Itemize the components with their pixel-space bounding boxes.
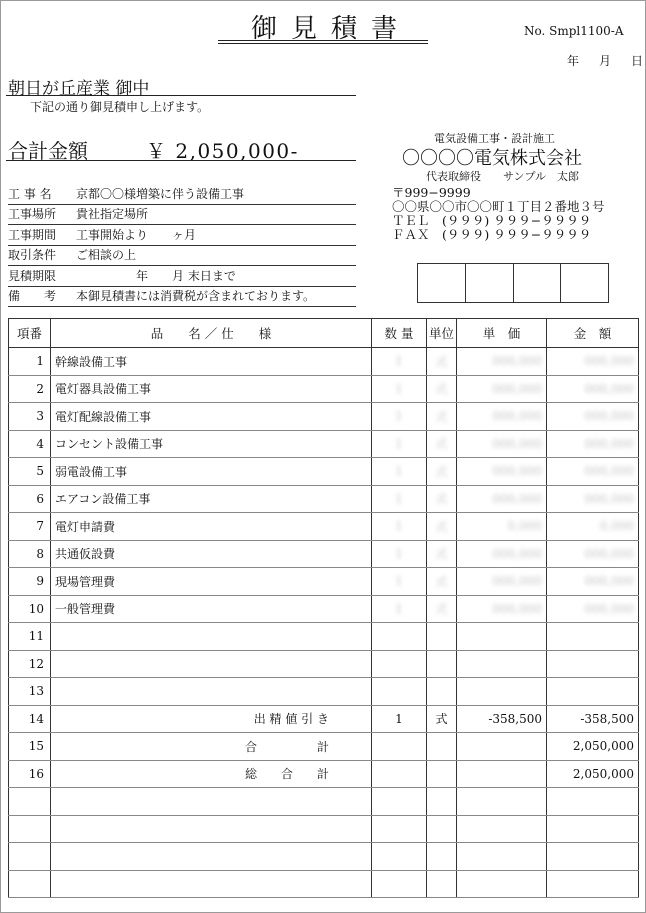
info-value: 年 月 末日まで xyxy=(76,268,236,283)
row-number: 11 xyxy=(9,623,51,651)
issue-date xyxy=(567,52,643,69)
table-header-row xyxy=(9,319,639,348)
row-unit: 式 xyxy=(427,485,457,513)
row-amount: 2,050,000 xyxy=(547,733,639,761)
row-quantity xyxy=(372,623,427,651)
row-item-name xyxy=(51,678,372,706)
client-name: 朝日が丘産業 御中 xyxy=(8,79,150,99)
row-unit: 式 xyxy=(427,540,457,568)
table-row xyxy=(9,650,639,678)
row-number: 15 xyxy=(9,733,51,761)
row-number xyxy=(9,815,51,843)
table-row xyxy=(9,403,639,431)
row-unit xyxy=(427,843,457,871)
company-postal: 〒999−9999 xyxy=(392,185,471,200)
row-quantity: 1 xyxy=(372,568,427,596)
row-item-name xyxy=(51,623,372,651)
row-amount xyxy=(547,623,639,651)
table-row xyxy=(9,458,639,486)
table-row xyxy=(9,870,639,898)
table-body xyxy=(9,348,639,898)
info-row xyxy=(8,266,356,287)
row-amount: 000,000 xyxy=(547,403,639,431)
table-row xyxy=(9,678,639,706)
table-row xyxy=(9,595,639,623)
company-name: 〇〇〇〇電気株式会社 xyxy=(402,148,582,169)
row-unit-price: 000,000 xyxy=(457,540,547,568)
row-unit: 式 xyxy=(427,375,457,403)
company-contact xyxy=(392,186,605,242)
row-amount: 000,000 xyxy=(547,595,639,623)
header-amount: 金 額 xyxy=(547,319,639,348)
row-item-name xyxy=(51,788,372,816)
row-unit-price xyxy=(457,870,547,898)
row-unit xyxy=(427,623,457,651)
row-quantity xyxy=(372,870,427,898)
row-amount: 2,050,000 xyxy=(547,760,639,788)
company-address: 〇〇県〇〇市〇〇町１丁目２番地３号 xyxy=(392,199,605,214)
row-unit-price xyxy=(457,788,547,816)
date-month: 月 xyxy=(599,54,612,68)
row-quantity: 1 xyxy=(372,540,427,568)
row-item-name: 現場管理費 xyxy=(51,568,372,596)
info-row xyxy=(8,246,356,267)
row-item-name: 電灯器具設備工事 xyxy=(51,375,372,403)
table-row xyxy=(9,705,639,733)
row-quantity: 1 xyxy=(372,430,427,458)
row-unit-price: 000,000 xyxy=(457,595,547,623)
total-label: 合計金額 xyxy=(8,139,88,163)
stamp-box xyxy=(514,264,562,302)
row-quantity: 1 xyxy=(372,403,427,431)
row-number: 9 xyxy=(9,568,51,596)
row-amount: -358,500 xyxy=(547,705,639,733)
header-qty: 数 量 xyxy=(372,319,427,348)
row-unit-price: 000,000 xyxy=(457,485,547,513)
row-quantity: 1 xyxy=(372,458,427,486)
row-item-name: 電灯配線設備工事 xyxy=(51,403,372,431)
row-unit xyxy=(427,815,457,843)
row-quantity: 1 xyxy=(372,705,427,733)
info-value: ご相談の上 xyxy=(76,248,137,262)
table-row xyxy=(9,348,639,376)
row-item-name: エアコン設備工事 xyxy=(51,485,372,513)
row-item-name: 共通仮設費 xyxy=(51,540,372,568)
row-quantity xyxy=(372,678,427,706)
row-amount: 000,000 xyxy=(547,375,639,403)
row-unit xyxy=(427,650,457,678)
info-label: 取引条件 xyxy=(8,248,57,262)
row-number: 7 xyxy=(9,513,51,541)
header-unit: 単位 xyxy=(427,319,457,348)
row-quantity xyxy=(372,760,427,788)
row-unit-price: 000,000 xyxy=(457,375,547,403)
row-amount: 000,000 xyxy=(547,430,639,458)
row-item-name: 弱電設備工事 xyxy=(51,458,372,486)
row-unit xyxy=(427,788,457,816)
row-item-name: 幹線設備工事 xyxy=(51,348,372,376)
header-no: 項番 xyxy=(9,319,51,348)
row-unit: 式 xyxy=(427,595,457,623)
title-underline-double xyxy=(218,43,428,44)
row-number: 10 xyxy=(9,595,51,623)
row-item-name xyxy=(51,650,372,678)
row-amount: 000,000 xyxy=(547,348,639,376)
project-info xyxy=(8,184,356,307)
row-quantity xyxy=(372,733,427,761)
company-representative: 代表取締役 サンプル 太郎 xyxy=(426,170,580,183)
row-number: 2 xyxy=(9,375,51,403)
total-value: ￥ 2,050,000- xyxy=(146,139,299,163)
info-label: 工事場所 xyxy=(8,207,57,221)
company-fax: ＦＡＸ (９９９) ９９９−９９９９ xyxy=(392,227,592,242)
row-quantity: 1 xyxy=(372,375,427,403)
row-amount: 000,000 xyxy=(547,485,639,513)
info-label: 工事期間 xyxy=(8,227,57,242)
row-unit-price: 0,000 xyxy=(457,513,547,541)
stamp-boxes xyxy=(417,263,609,303)
table-row xyxy=(9,485,639,513)
info-value: 工事開始より ヶ月 xyxy=(76,227,197,242)
info-value: 本御見積書には消費税が含まれております。 xyxy=(76,289,316,303)
row-item-name xyxy=(51,843,372,871)
row-number xyxy=(9,870,51,898)
row-amount xyxy=(547,870,639,898)
row-number: 4 xyxy=(9,430,51,458)
row-quantity xyxy=(372,843,427,871)
row-quantity: 1 xyxy=(372,485,427,513)
row-unit-price xyxy=(457,733,547,761)
info-row xyxy=(8,225,356,246)
row-unit xyxy=(427,678,457,706)
row-quantity: 1 xyxy=(372,513,427,541)
row-unit: 式 xyxy=(427,568,457,596)
document-title: 御見積書 xyxy=(250,14,411,44)
header-name: 品 名 ／ 仕 様 xyxy=(51,319,372,348)
row-number: 14 xyxy=(9,705,51,733)
stamp-box xyxy=(561,264,608,302)
row-unit-price xyxy=(457,650,547,678)
row-unit: 式 xyxy=(427,430,457,458)
header-price: 単 価 xyxy=(457,319,547,348)
row-amount xyxy=(547,815,639,843)
info-value: 貴社指定場所 xyxy=(76,207,149,221)
table-row xyxy=(9,815,639,843)
row-unit: 式 xyxy=(427,403,457,431)
row-item-name: 一般管理費 xyxy=(51,595,372,623)
table-row xyxy=(9,843,639,871)
info-label: 工 事 名 xyxy=(8,186,52,201)
table-row xyxy=(9,375,639,403)
info-row xyxy=(8,184,356,205)
row-item-name: コンセント設備工事 xyxy=(51,430,372,458)
row-unit-price xyxy=(457,760,547,788)
row-unit xyxy=(427,733,457,761)
row-amount xyxy=(547,678,639,706)
document-number: No. Smpl1100-A xyxy=(524,24,624,38)
row-quantity: 1 xyxy=(372,595,427,623)
row-quantity xyxy=(372,650,427,678)
row-number: 1 xyxy=(9,348,51,376)
client-underline xyxy=(6,95,356,96)
row-unit xyxy=(427,760,457,788)
table-row xyxy=(9,540,639,568)
row-quantity: 1 xyxy=(372,348,427,376)
company-tel: ＴＥＬ (９９９) ９９９−９９９９ xyxy=(392,213,592,228)
row-item-name xyxy=(51,815,372,843)
row-unit-price: -358,500 xyxy=(457,705,547,733)
row-amount xyxy=(547,650,639,678)
info-value: 京都〇〇様増築に伴う設備工事 xyxy=(76,186,245,201)
row-unit-price: 000,000 xyxy=(457,430,547,458)
row-amount: 000,000 xyxy=(547,540,639,568)
line-items-table xyxy=(8,318,639,898)
intro-text: 下記の通り御見積申し上げます。 xyxy=(30,100,210,114)
row-number: 3 xyxy=(9,403,51,431)
row-quantity xyxy=(372,815,427,843)
row-unit-price: 000,000 xyxy=(457,403,547,431)
row-unit-price: 000,000 xyxy=(457,458,547,486)
company-subtitle: 電気設備工事・設計施工 xyxy=(434,132,555,145)
row-number: 6 xyxy=(9,485,51,513)
row-unit-price xyxy=(457,815,547,843)
row-amount xyxy=(547,843,639,871)
row-unit xyxy=(427,870,457,898)
info-row xyxy=(8,205,356,226)
row-number xyxy=(9,788,51,816)
date-year: 年 xyxy=(567,54,580,68)
stamp-box xyxy=(466,264,514,302)
title-underline xyxy=(218,40,428,41)
row-amount: 000,000 xyxy=(547,568,639,596)
row-number: 12 xyxy=(9,650,51,678)
table-row xyxy=(9,733,639,761)
info-label: 備 考 xyxy=(8,289,57,303)
row-quantity xyxy=(372,788,427,816)
row-unit: 式 xyxy=(427,705,457,733)
row-amount: 0,000 xyxy=(547,513,639,541)
row-unit-price xyxy=(457,843,547,871)
row-item-name: 総 合 計 xyxy=(51,760,372,788)
row-unit: 式 xyxy=(427,513,457,541)
row-unit-price: 000,000 xyxy=(457,568,547,596)
row-item-name xyxy=(51,870,372,898)
row-unit-price xyxy=(457,678,547,706)
row-amount xyxy=(547,788,639,816)
row-number: 13 xyxy=(9,678,51,706)
table-row xyxy=(9,430,639,458)
row-number xyxy=(9,843,51,871)
row-unit-price xyxy=(457,623,547,651)
row-number: 16 xyxy=(9,760,51,788)
table-row xyxy=(9,623,639,651)
row-unit-price: 000,000 xyxy=(457,348,547,376)
table-row xyxy=(9,513,639,541)
row-number: 8 xyxy=(9,540,51,568)
info-row xyxy=(8,287,356,308)
row-unit: 式 xyxy=(427,458,457,486)
row-item-name: 電灯申請費 xyxy=(51,513,372,541)
row-item-name: 合 計 xyxy=(51,733,372,761)
row-unit: 式 xyxy=(427,348,457,376)
row-amount: 000,000 xyxy=(547,458,639,486)
table-row xyxy=(9,568,639,596)
date-day: 日 xyxy=(631,54,644,68)
total-underline xyxy=(6,160,356,161)
row-item-name: 出 精 値 引 き xyxy=(51,705,372,733)
table-row xyxy=(9,760,639,788)
info-label: 見積期限 xyxy=(8,268,57,283)
table-row xyxy=(9,788,639,816)
row-number: 5 xyxy=(9,458,51,486)
stamp-box xyxy=(418,264,466,302)
